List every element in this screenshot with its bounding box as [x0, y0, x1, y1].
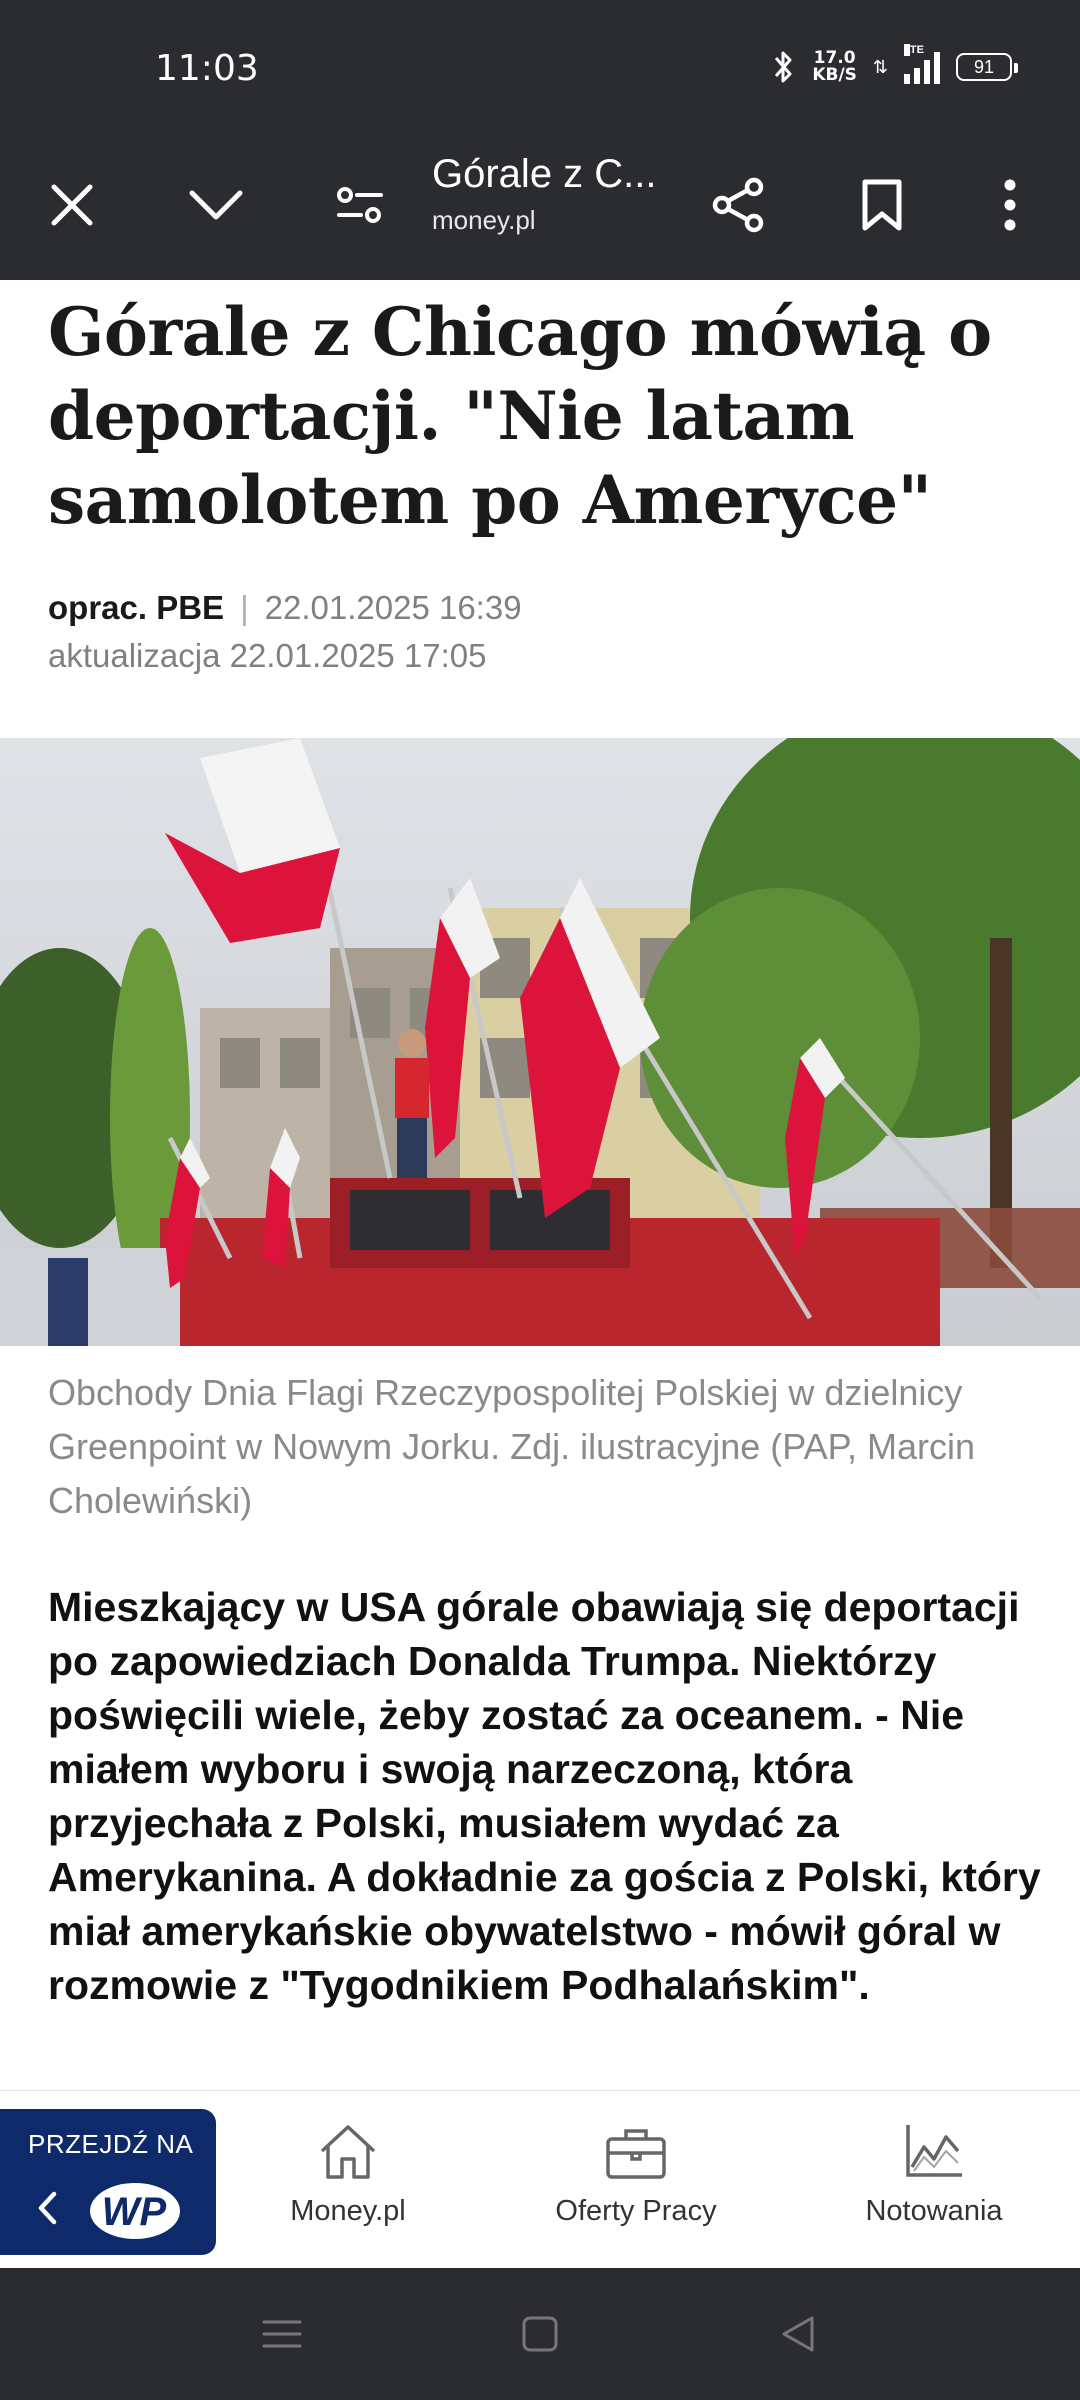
svg-text:WP: WP: [101, 2190, 167, 2234]
page-title: Górale z C...: [432, 152, 657, 196]
close-icon: [48, 181, 96, 229]
system-navigation-bar: [0, 2268, 1080, 2400]
site-settings-button[interactable]: [320, 165, 400, 245]
status-icons: [772, 44, 1012, 86]
published-date: 22.01.2025 16:39: [264, 589, 522, 626]
nav-notowania[interactable]: [804, 2121, 1064, 2228]
article-meta: [48, 584, 1038, 680]
bottom-app-bar: [0, 2090, 1080, 2268]
signal-icon: LTE: [904, 50, 940, 84]
network-speed: 17.0 KB/S: [812, 48, 857, 85]
home-icon: [316, 2121, 380, 2181]
wp-logo-icon: [88, 2181, 182, 2241]
back-triangle-icon[interactable]: [778, 2314, 818, 2354]
bluetooth-icon: [772, 48, 796, 86]
chevron-down-icon: [188, 187, 244, 223]
menu-icon[interactable]: [262, 2314, 302, 2354]
close-button[interactable]: [32, 165, 112, 245]
tune-icon: [335, 183, 385, 227]
article-header: [48, 280, 1038, 680]
photo-illustration: [0, 738, 1080, 1346]
briefcase-icon: [604, 2121, 668, 2181]
chevron-left-icon: [36, 2191, 58, 2225]
share-button[interactable]: [698, 165, 778, 245]
page-title-area[interactable]: [432, 152, 692, 236]
browser-toolbar: [0, 130, 1080, 280]
nav-oferty-pracy[interactable]: [506, 2121, 766, 2228]
bookmark-button[interactable]: [842, 165, 922, 245]
bookmark-icon: [860, 178, 904, 232]
photo-caption: Obchody Dnia Flagi Rzeczypospolitej Polskiej w dzielnicy Greenpoint w Nowym Jorku. Zdj. ilustracyjne (PAP, Marcin Cholewiński): [48, 1372, 975, 1521]
page-domain: money.pl: [432, 205, 536, 235]
nav-oferty-pracy-label: Oferty Pracy: [555, 2195, 717, 2227]
clock: 11:03: [155, 48, 259, 89]
nav-notowania-label: Notowania: [865, 2195, 1003, 2227]
status-bar: [0, 0, 1080, 130]
meta-separator: |: [240, 589, 249, 626]
minimize-button[interactable]: [176, 165, 256, 245]
nav-money-pl-label: Money.pl: [290, 2195, 406, 2227]
more-vert-icon: [1002, 179, 1018, 231]
updated-date: aktualizacja 22.01.2025 17:05: [48, 637, 487, 674]
battery-level: 91: [973, 56, 995, 77]
share-icon: [708, 175, 768, 235]
article-headline: Górale z Chicago mówią o deportacji. "Nie latam samolotem po Ameryce": [48, 293, 992, 539]
go-to-wp-button[interactable]: [0, 2109, 216, 2255]
nav-money-pl[interactable]: [218, 2121, 478, 2228]
article-photo[interactable]: [0, 738, 1080, 1346]
article-author[interactable]: oprac. PBE: [48, 589, 225, 626]
go-to-wp-label: PRZEJDŹ NA: [28, 2129, 194, 2159]
home-square-icon[interactable]: [520, 2314, 560, 2354]
article-lead: Mieszkający w USA górale obawiają się deportacji po zapowiedziach Donalda Trumpa. Niektórzy poświęcili wiele, żeby zostać za oceanem. - Nie miałem wyboru i swoją narzeczoną, która przyjechała z Polski, musiałem wydać za Amerykanina. A dokładnie za gościa z Polski, który miał amerykańskie obywatelstwo - mówił góral w rozmowie z "Tygodnikiem Podhalańskim".: [48, 1584, 1041, 2008]
more-options-button[interactable]: [970, 165, 1050, 245]
data-activity-icon: ⇅: [872, 57, 888, 77]
chart-icon: [902, 2121, 966, 2181]
battery-icon: [956, 53, 1012, 81]
